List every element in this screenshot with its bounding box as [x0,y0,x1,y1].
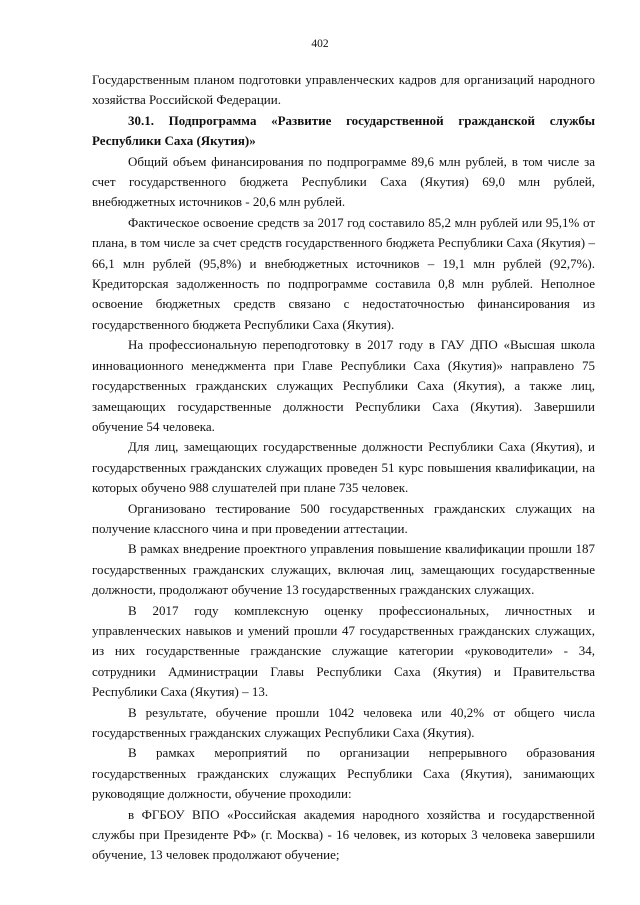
paragraph-retraining: На профессиональную переподготовку в 2017 году в ГАУ ДПО «Высшая школа инновационного менеджмента при Главе Республики Саха (Якутия)» направлено 75 государственных гражданских служащих Республики Саха (Якутия), а также лиц, замещающих государственные должности Республики Саха (Якутия). Завершили обучение 54 человека. [92,337,595,434]
paragraph-financing-actual: Фактическое освоение средств за 2017 год составило 85,2 млн рублей или 95,1% от плана, в том числе за счет средств государственного бюджета Республики Саха (Якутия) – 66,1 млн рублей (95,8%) и внебюджетных источников – 19,1 млн рублей (92,7%). Кредиторская задолженность по подпрограмме составила 0,8 млн рублей. Неполное освоение бюджетных средств связано с недостаточностью финансирования из государственного бюджета Республики Саха (Якутия). [92,214,595,332]
page-number: 402 [311,38,329,50]
paragraph-skills-assessment: В 2017 году комплексную оценку профессиональных, личностных и управленческих навыков и умений прошли 47 государственных гражданских служащих, из них государственные гражданские служащие категории «руководители» - 34, сотрудники Администрации Главы Республики Саха (Якутия) и Правительства Республики Саха (Якутия) – 13. [92,602,595,700]
section-heading: 30.1. Подпрограмма «Развитие государственной гражданской службы Республики Саха (Якутия)» [92,112,595,149]
document-body [92,70,595,866]
paragraph-testing: Организовано тестирование 500 государственных гражданских служащих на получение классного чина и при проведении аттестации. [92,500,595,536]
paragraph-continuation: Государственным планом подготовки управленческих кадров для организаций народного хозяйства Российской Федерации. [92,72,595,108]
paragraph-project-management: В рамках внедрение проектного управления повышение квалификации прошли 187 государственных гражданских служащих, включая лиц, замещающих государственные должности, продолжают обучение 13 государственных гражданских служащих. [92,541,595,598]
paragraph-ranepa: в ФГБОУ ВПО «Российская академия народного хозяйства и государственной службы при Президенте РФ» (г. Москва) - 16 человек, из которых 3 человека завершили обучение, 13 человек продолжают обучение; [92,806,595,863]
paragraph-qualification-courses: Для лиц, замещающих государственные должности Республики Саха (Якутия), и государственных гражданских служащих проведен 51 курс повышения квалификации, на которых обучено 988 слушателей при плане 735 человек. [92,439,595,496]
paragraph-result: В результате, обучение прошли 1042 человека или 40,2% от общего числа государственных гражданских служащих Республики Саха (Якутия). [92,704,595,740]
paragraph-financing-total: Общий объем финансирования по подпрограмме 89,6 млн рублей, в том числе за счет государственного бюджета Республики Саха (Якутия) 69,0 млн рублей, внебюджетных источников - 20,6 млн рублей. [92,153,595,210]
paragraph-continuous-education: В рамках мероприятий по организации непрерывного образования государственных гражданских служащих Республики Саха (Якутия), занимающих руководящие должности, обучение проходили: [92,745,595,802]
